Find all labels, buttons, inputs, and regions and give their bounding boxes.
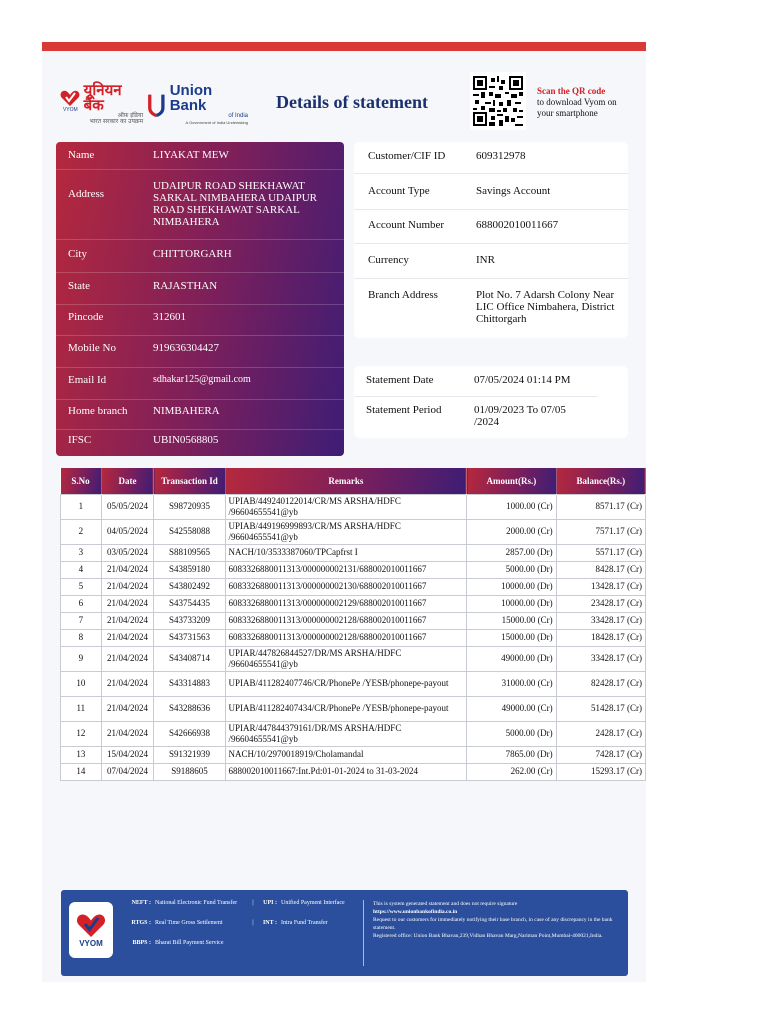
txn-date: 21/04/2024 [101, 629, 154, 646]
qr-line-3: your smartphone [537, 108, 598, 118]
footer-banner [61, 890, 628, 976]
txn-remarks: UPIAR/447826844527/DR/MS ARSHA/HDFC /96604655541@yb [225, 646, 467, 671]
table-row [61, 519, 646, 544]
txn-id: S42558088 [154, 519, 225, 544]
txn-amount: 2000.00 (Cr) [467, 519, 556, 544]
txn-date: 21/04/2024 [101, 671, 154, 696]
table-row [61, 544, 646, 561]
txn-remarks: UPIAB/449196999893/CR/MS ARSHA/HDFC /96604655541@yb [225, 519, 467, 544]
table-row [61, 763, 646, 780]
table-row [61, 494, 646, 519]
txn-sno: 12 [61, 721, 102, 746]
table-row [61, 561, 646, 578]
txn-sno: 5 [61, 578, 102, 595]
footer-abbreviations [125, 900, 373, 960]
txn-balance: 13428.17 (Cr) [556, 578, 645, 595]
logo-english-text: Union Bank of India A Government of India Undertaking [169, 82, 248, 125]
txn-date: 07/04/2024 [101, 763, 154, 780]
txn-date: 21/04/2024 [101, 578, 154, 595]
qr-code-icon[interactable] [470, 72, 526, 130]
txn-balance: 7571.17 (Cr) [556, 519, 645, 544]
txn-id: S9188605 [154, 763, 225, 780]
txn-remarks: 6083326880011313/000000002129/688002010011667 [225, 595, 467, 612]
footer-disclaimer: This is system generated statement and does not require signature https://www.unionbankofindia.co.in Request to our customers for immediately notifying their base branch, in case of any discrepancy in the bank statement. Registered office: Union Bank Bhavan,239,Vidhan Bhavan Marg,Nariman Point,Mumbai-400021,India. [373, 900, 621, 940]
logo-hindi-text: यूनियन बैंक ऑफ़ इंडिया भारत सरकार का उपक्रम [83, 81, 144, 125]
txn-amount: 262.00 (Cr) [467, 763, 556, 780]
statement-divider [354, 396, 598, 397]
txn-sno: 6 [61, 595, 102, 612]
txn-remarks: 6083326880011313/000000002128/688002010011667 [225, 612, 467, 629]
txn-id: S43754435 [154, 595, 225, 612]
page-title: Details of statement [276, 92, 428, 112]
txn-id: S88109565 [154, 544, 225, 561]
abbr-row: BBPS : Bharat Bill Payment Service [132, 940, 224, 946]
txn-remarks: NACH/10/3533387060/TPCapfrst I [225, 544, 467, 561]
transactions-header-row [61, 468, 646, 494]
txn-id: S98720935 [154, 494, 225, 519]
transactions-table [60, 468, 646, 781]
txn-id: S42666938 [154, 721, 225, 746]
txn-amount: 5000.00 (Dr) [467, 721, 556, 746]
txn-remarks: UPIAB/411282407746/CR/PhonePe /YESB/phonepe-payout [225, 671, 467, 696]
account-row-currency: Currency INR [354, 254, 628, 279]
qr-instructions [537, 86, 617, 119]
account-row-number: Account Number 688002010011667 [354, 219, 628, 244]
union-bank-mark-icon [146, 90, 167, 118]
col-transaction-id: Transaction Id [154, 468, 225, 494]
txn-sno: 7 [61, 612, 102, 629]
customer-row-name: Name LIYAKAT MEW [56, 149, 344, 170]
txn-amount: 10000.00 (Dr) [467, 578, 556, 595]
txn-amount: 7865.00 (Dr) [467, 746, 556, 763]
top-accent-bar [42, 42, 646, 51]
qr-line-2: to download Vyom on [537, 97, 617, 107]
txn-balance: 5571.17 (Cr) [556, 544, 645, 561]
txn-id: S43802492 [154, 578, 225, 595]
txn-id: S43314883 [154, 671, 225, 696]
txn-sno: 9 [61, 646, 102, 671]
col-balance: Balance(Rs.) [556, 468, 645, 494]
vyom-heart-icon: VYOM [60, 89, 81, 119]
txn-remarks: NACH/10/2970018919/Cholamandal [225, 746, 467, 763]
table-row [61, 612, 646, 629]
account-row-type: Account Type Savings Account [354, 185, 628, 210]
statement-info-card: Statement Date 07/05/2024 01:14 PM Statement Period 01/09/2023 To 07/05 /2024 [354, 366, 628, 438]
txn-sno: 4 [61, 561, 102, 578]
txn-balance: 7428.17 (Cr) [556, 746, 645, 763]
customer-details-card [56, 142, 344, 456]
txn-sno: 11 [61, 696, 102, 721]
customer-row-home-branch: Home branch NIMBAHERA [56, 405, 344, 430]
table-row [61, 746, 646, 763]
union-bank-logo [60, 78, 248, 130]
txn-id: S43859180 [154, 561, 225, 578]
txn-amount: 49000.00 (Dr) [467, 646, 556, 671]
txn-balance: 2428.17 (Cr) [556, 721, 645, 746]
table-row [61, 671, 646, 696]
table-row [61, 721, 646, 746]
table-row [61, 696, 646, 721]
customer-row-city: City CHITTORGARH [56, 248, 344, 273]
txn-date: 15/04/2024 [101, 746, 154, 763]
txn-id: S43731563 [154, 629, 225, 646]
vyom-app-logo: VYOM [69, 902, 113, 958]
customer-row-state: State RAJASTHAN [56, 280, 344, 305]
txn-amount: 5000.00 (Dr) [467, 561, 556, 578]
txn-sno: 10 [61, 671, 102, 696]
customer-row-email: Email Id sdhakar125@gmail.com [56, 374, 344, 400]
txn-balance: 33428.17 (Cr) [556, 612, 645, 629]
customer-row-pincode: Pincode 312601 [56, 311, 344, 336]
txn-balance: 82428.17 (Cr) [556, 671, 645, 696]
txn-amount: 2857.00 (Dr) [467, 544, 556, 561]
txn-date: 21/04/2024 [101, 595, 154, 612]
txn-remarks: 6083326880011313/000000002130/688002010011667 [225, 578, 467, 595]
txn-id: S43733209 [154, 612, 225, 629]
txn-amount: 10000.00 (Dr) [467, 595, 556, 612]
txn-balance: 33428.17 (Cr) [556, 646, 645, 671]
txn-sno: 2 [61, 519, 102, 544]
txn-sno: 3 [61, 544, 102, 561]
txn-id: S43288636 [154, 696, 225, 721]
txn-date: 04/05/2024 [101, 519, 154, 544]
customer-row-mobile: Mobile No 919636304427 [56, 342, 344, 368]
txn-amount: 49000.00 (Cr) [467, 696, 556, 721]
txn-balance: 8571.17 (Cr) [556, 494, 645, 519]
col-amount: Amount(Rs.) [467, 468, 556, 494]
txn-balance: 15293.17 (Cr) [556, 763, 645, 780]
txn-sno: 1 [61, 494, 102, 519]
account-details-card [354, 142, 628, 338]
abbr-row: RTGS : Real Time Gross Settlement | INT : Intra Fund Transfer [131, 920, 328, 926]
txn-amount: 15000.00 (Dr) [467, 629, 556, 646]
txn-remarks: UPIAB/449240122014/CR/MS ARSHA/HDFC /96604655541@yb [225, 494, 467, 519]
qr-lead-text: Scan the QR code [537, 86, 606, 96]
txn-id: S43408714 [154, 646, 225, 671]
txn-balance: 23428.17 (Cr) [556, 595, 645, 612]
footer-divider [363, 900, 364, 966]
col-sno: S.No [61, 468, 102, 494]
table-row [61, 595, 646, 612]
account-row-cif: Customer/CIF ID 609312978 [354, 150, 628, 174]
txn-date: 05/05/2024 [101, 494, 154, 519]
col-date: Date [101, 468, 154, 494]
txn-balance: 18428.17 (Cr) [556, 629, 645, 646]
txn-amount: 1000.00 (Cr) [467, 494, 556, 519]
account-row-branch-address: Branch Address Plot No. 7 Adarsh Colony Near LIC Office Nimbahera, District Chittorgarh [368, 289, 615, 325]
txn-remarks: 688002010011667:Int.Pd:01-01-2024 to 31-03-2024 [225, 763, 467, 780]
txn-amount: 15000.00 (Cr) [467, 612, 556, 629]
table-row [61, 646, 646, 671]
statement-page [42, 42, 646, 982]
txn-balance: 8428.17 (Cr) [556, 561, 645, 578]
txn-remarks: 6083326880011313/000000002131/688002010011667 [225, 561, 467, 578]
txn-date: 21/04/2024 [101, 721, 154, 746]
txn-date: 21/04/2024 [101, 561, 154, 578]
txn-date: 21/04/2024 [101, 646, 154, 671]
table-row [61, 578, 646, 595]
txn-amount: 31000.00 (Cr) [467, 671, 556, 696]
abbr-row: NEFT : National Electronic Fund Transfer | UPI : Unified Payment Interface [131, 900, 345, 906]
txn-remarks: UPIAR/447844379161/DR/MS ARSHA/HDFC /96604655541@yb [225, 721, 467, 746]
customer-row-ifsc: IFSC UBIN0568805 [68, 434, 219, 446]
txn-id: S91321939 [154, 746, 225, 763]
col-remarks: Remarks [225, 468, 467, 494]
txn-sno: 14 [61, 763, 102, 780]
table-row [61, 629, 646, 646]
txn-balance: 51428.17 (Cr) [556, 696, 645, 721]
txn-sno: 13 [61, 746, 102, 763]
customer-row-address: Address UDAIPUR ROAD SHEKHAWAT SARKAL NIMBAHERA UDAIPUR ROAD SHEKHAWAT SARKAL NIMBAHERA [56, 180, 344, 240]
bank-website-link[interactable]: https://www.unionbankofindia.co.in [373, 909, 458, 915]
txn-remarks: UPIAB/411282407434/CR/PhonePe /YESB/phonepe-payout [225, 696, 467, 721]
txn-date: 21/04/2024 [101, 612, 154, 629]
txn-sno: 8 [61, 629, 102, 646]
vyom-heart-icon [76, 912, 106, 938]
txn-date: 21/04/2024 [101, 696, 154, 721]
txn-date: 03/05/2024 [101, 544, 154, 561]
txn-remarks: 6083326880011313/000000002128/688002010011667 [225, 629, 467, 646]
